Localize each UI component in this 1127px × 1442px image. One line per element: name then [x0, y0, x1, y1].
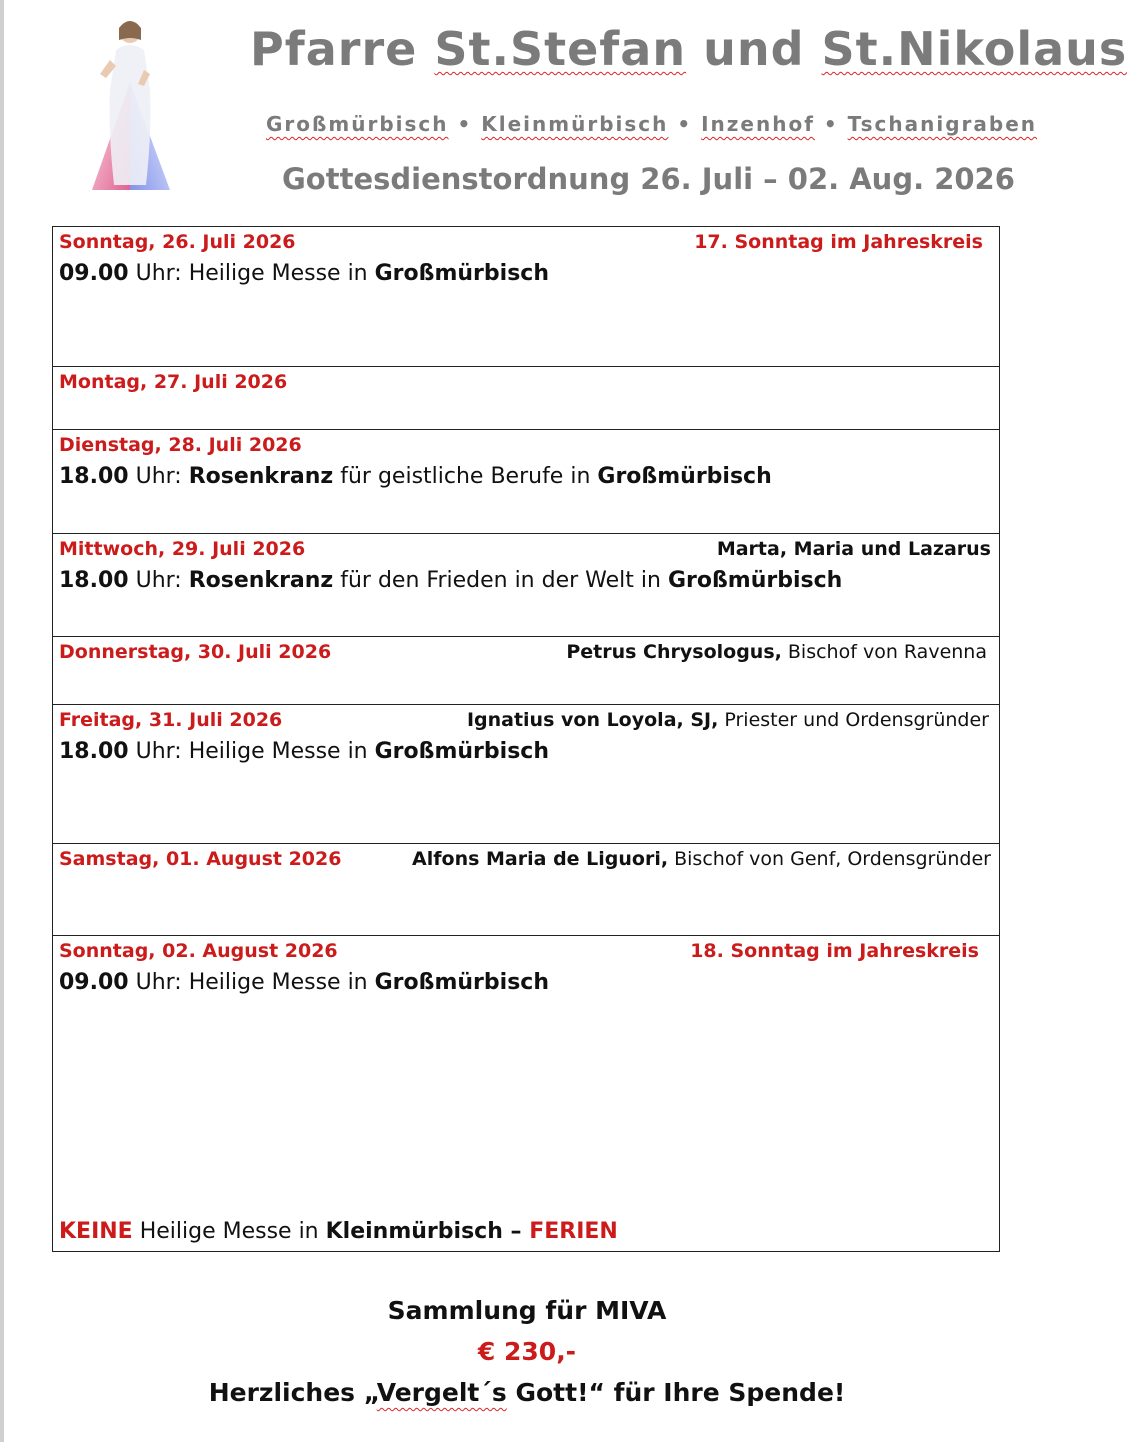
page-left-rule: [0, 0, 4, 1442]
feast-label: Marta, Maria und Lazarus: [716, 538, 991, 560]
day-date: Samstag, 01. August 2026: [59, 848, 342, 870]
day-date: Dienstag, 28. Juli 2026: [59, 434, 302, 456]
title-saint-stefan: St.Stefan: [434, 22, 687, 76]
village-name: Kleinmürbisch: [481, 112, 669, 136]
title-saint-nikolaus: St.Nikolaus: [821, 22, 1127, 76]
schedule-subtitle: Gottesdienstordnung 26. Juli – 02. Aug. 2026: [282, 162, 1015, 196]
collection-heading: Sammlung für MIVA: [387, 1296, 667, 1325]
divine-mercy-image: [86, 10, 174, 190]
cancellation-note: KEINE Heilige Messe in Kleinmürbisch – FERIEN: [59, 1219, 618, 1244]
day-date: Montag, 27. Juli 2026: [59, 371, 288, 393]
collection-amount: € 230,-: [477, 1337, 577, 1366]
service-line: 18.00 Uhr: Heilige Messe in Großmürbisch: [59, 739, 549, 764]
service-line: 18.00 Uhr: Rosenkranz für den Frieden in der Welt in Großmürbisch: [59, 568, 843, 593]
village-name: Großmürbisch: [266, 112, 449, 136]
village-separator: •: [677, 112, 693, 136]
schedule-row-samstag-01: [53, 844, 999, 936]
village-separator: •: [823, 112, 839, 136]
schedule-table: [52, 226, 1000, 1252]
service-line: 18.00 Uhr: Rosenkranz für geistliche Berufe in Großmürbisch: [59, 464, 772, 489]
feast-label: 17. Sonntag im Jahreskreis: [694, 231, 983, 253]
schedule-row-donnerstag-30: [53, 637, 999, 705]
schedule-row-sonntag-26: [53, 227, 999, 367]
thanks-line: Herzliches „Vergelt´s Gott!“ für Ihre Spende!: [208, 1378, 846, 1407]
day-date: Mittwoch, 29. Juli 2026: [59, 538, 306, 560]
saint-label: Ignatius von Loyola, SJ, Priester und Ordensgründer: [466, 709, 989, 731]
schedule-row-montag-27: [53, 367, 999, 430]
village-list: [266, 112, 1037, 136]
village-name: Inzenhof: [701, 112, 815, 136]
schedule-row-freitag-31: [53, 705, 999, 844]
day-date: Sonntag, 02. August 2026: [59, 940, 338, 962]
day-date: Sonntag, 26. Juli 2026: [59, 231, 296, 253]
day-date: Freitag, 31. Juli 2026: [59, 709, 283, 731]
schedule-row-dienstag-28: [53, 430, 999, 534]
saint-label: Petrus Chrysologus, Bischof von Ravenna: [566, 641, 987, 663]
feast-label: 18. Sonntag im Jahreskreis: [690, 940, 979, 962]
day-date: Donnerstag, 30. Juli 2026: [59, 641, 332, 663]
service-line: 09.00 Uhr: Heilige Messe in Großmürbisch: [59, 970, 549, 995]
saint-label: Alfons Maria de Liguori, Bischof von Genf, Ordensgründer: [412, 848, 991, 870]
schedule-row-mittwoch-29: [53, 534, 999, 637]
village-name: Tschanigraben: [847, 112, 1038, 136]
service-line: 09.00 Uhr: Heilige Messe in Großmürbisch: [59, 261, 549, 286]
schedule-row-sonntag-02: [53, 936, 999, 1250]
parish-title: Pfarre St.Stefan und St.Nikolaus: [250, 22, 1127, 76]
village-separator: •: [457, 112, 473, 136]
